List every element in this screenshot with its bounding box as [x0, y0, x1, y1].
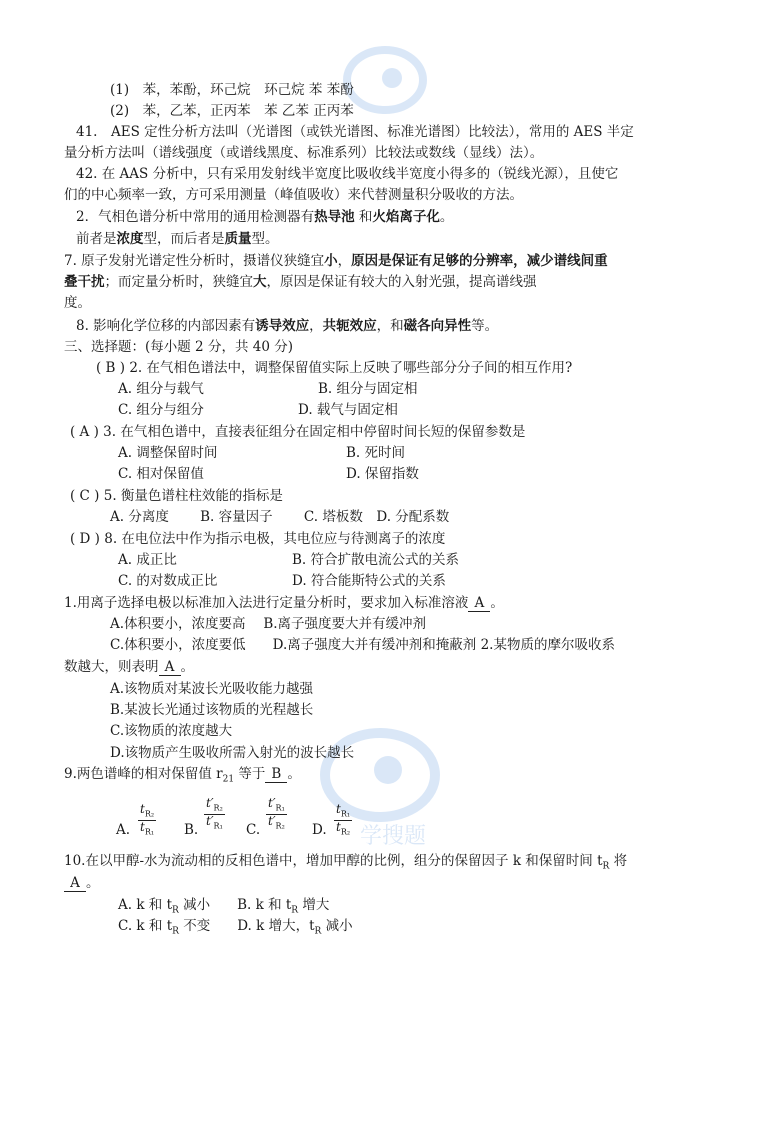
text-line: A. k 和 $t_R$ 减小 B. k 和 $t_R$ 增大: [118, 897, 330, 916]
text-line: 41. AES 定性分析方法叫（光谱图（或铁光谱图、标准光谱图）比较法），常用的 AES 半定: [76, 124, 634, 140]
text-line: A. 组分与载气: [118, 381, 204, 397]
text-line: C.该物质的浓度越大: [110, 723, 233, 739]
text-line: D. 保留指数: [346, 466, 419, 482]
text-line: A. 成正比: [118, 552, 177, 568]
option-d-label: D.: [312, 822, 327, 838]
text-line: B. 组分与固定相: [318, 381, 418, 397]
text-line: 叠干扰；而定量分析时，狭缝宜大，原因是保证有较大的入射光强，提高谱线强: [64, 274, 537, 290]
option-b-label: B.: [184, 822, 199, 838]
text-line: B. 符合扩散电流公式的关系: [292, 552, 460, 568]
text-line: 8. 影响化学位移的内部因素有诱导效应，共轭效应，和磁各向异性等。: [76, 318, 499, 334]
text-line: C. 组分与组分: [118, 402, 204, 418]
text-line: 10.在以甲醇-水为流动相的反相色谱中，增加甲醇的比例，组分的保留因子 k 和保留时间 $t_R$ 将: [64, 853, 628, 872]
text-line: C.体积要小，浓度要低 D.离子强度大并有缓冲剂和掩蔽剂 2.某物质的摩尔吸收系: [110, 637, 615, 653]
option-a-label: A.: [116, 822, 131, 838]
text-line: C. k 和 $t_R$ 不变 D. k 增大，$t_R$ 减小: [118, 918, 353, 937]
text-line: 数越大，则表明 A 。: [64, 659, 194, 675]
text-line: ( D ) 8. 在电位法中作为指示电极，其电位应与待测离子的浓度: [70, 531, 446, 547]
text-line: 前者是浓度型，而后者是质量型。: [76, 231, 279, 247]
text-line: 度。: [64, 295, 91, 311]
text-line: C. 的对数成正比: [118, 573, 218, 589]
text-line: 2．气相色谱分析中常用的通用检测器有热导池 和火焰离子化。: [76, 209, 454, 225]
text-line: A. 分离度 B. 容量因子 C. 塔板数 D. 分配系数: [110, 509, 450, 525]
text-line: 42. 在 AAS 分析中，只有采用发射线半宽度比吸收线半宽度小得多的（锐线光源），且使它: [76, 166, 619, 182]
text-line: 1.用离子选择电极以标准加入法进行定量分析时，要求加入标准溶液 A 。: [64, 595, 504, 611]
text-line: ( C ) 5. 衡量色谱柱柱效能的指标是: [70, 488, 283, 504]
text-line: A. 调整保留时间: [118, 445, 218, 461]
text-line: 三、选择题：(每小题 2 分，共 40 分): [64, 339, 293, 355]
text-line: D. 符合能斯特公式的关系: [292, 573, 446, 589]
text-line: 量分析方法叫（谱线强度（或谱线黑度、标准系列）比较法或数线（显线）法）。: [64, 145, 544, 161]
option-b-fraction: $\frac{t'_{R_2}}{t'_{R_1}}$: [206, 796, 223, 831]
text-line: 们的中心频率一致，方可采用测量（峰值吸收）来代替测量积分吸收的方法。: [64, 187, 523, 203]
option-c-fraction: $\frac{t'_{R_1}}{t'_{R_2}}$: [268, 796, 285, 831]
text-line: 9.两色谱峰的相对保留值 $r_{21}$ 等于 B 。: [64, 766, 301, 785]
text-line: A 。: [64, 873, 100, 893]
text-line: ( A ) 3. 在气相色谱中，直接表征组分在固定相中停留时间长短的保留参数是: [70, 424, 526, 440]
watermark-text: 学搜题: [360, 824, 427, 849]
text-line: B.某波长光通过该物质的光程越长: [110, 702, 314, 718]
text-line: D.该物质产生吸收所需入射光的波长越长: [110, 745, 355, 761]
text-line: A.体积要小，浓度要高 B.离子强度要大并有缓冲剂: [110, 616, 427, 632]
option-d-fraction: $\frac{t_{R_1}}{t_{R_2}}$: [336, 802, 351, 837]
text-line: 7. 原子发射光谱定性分析时，摄谱仪狭缝宜小，原因是保证有足够的分辨率，减少谱线间重: [64, 253, 608, 269]
text-line: (1) 苯，苯酚，环己烷 环己烷 苯 苯酚: [110, 82, 354, 98]
text-line: A.该物质对某波长光吸收能力越强: [110, 681, 314, 697]
text-line: (2) 苯，乙苯，正丙苯 苯 乙苯 正丙苯: [110, 103, 354, 119]
text-line: B. 死时间: [346, 445, 406, 461]
text-line: D. 载气与固定相: [298, 402, 398, 418]
option-c-label: C.: [246, 822, 261, 838]
text-line: ( B ) 2. 在气相色谱法中，调整保留值实际上反映了哪些部分分子间的相互作用?: [96, 360, 573, 376]
option-a-fraction: $\frac{t_{R_2}}{t_{R_1}}$: [140, 802, 155, 837]
text-line: C. 相对保留值: [118, 466, 204, 482]
